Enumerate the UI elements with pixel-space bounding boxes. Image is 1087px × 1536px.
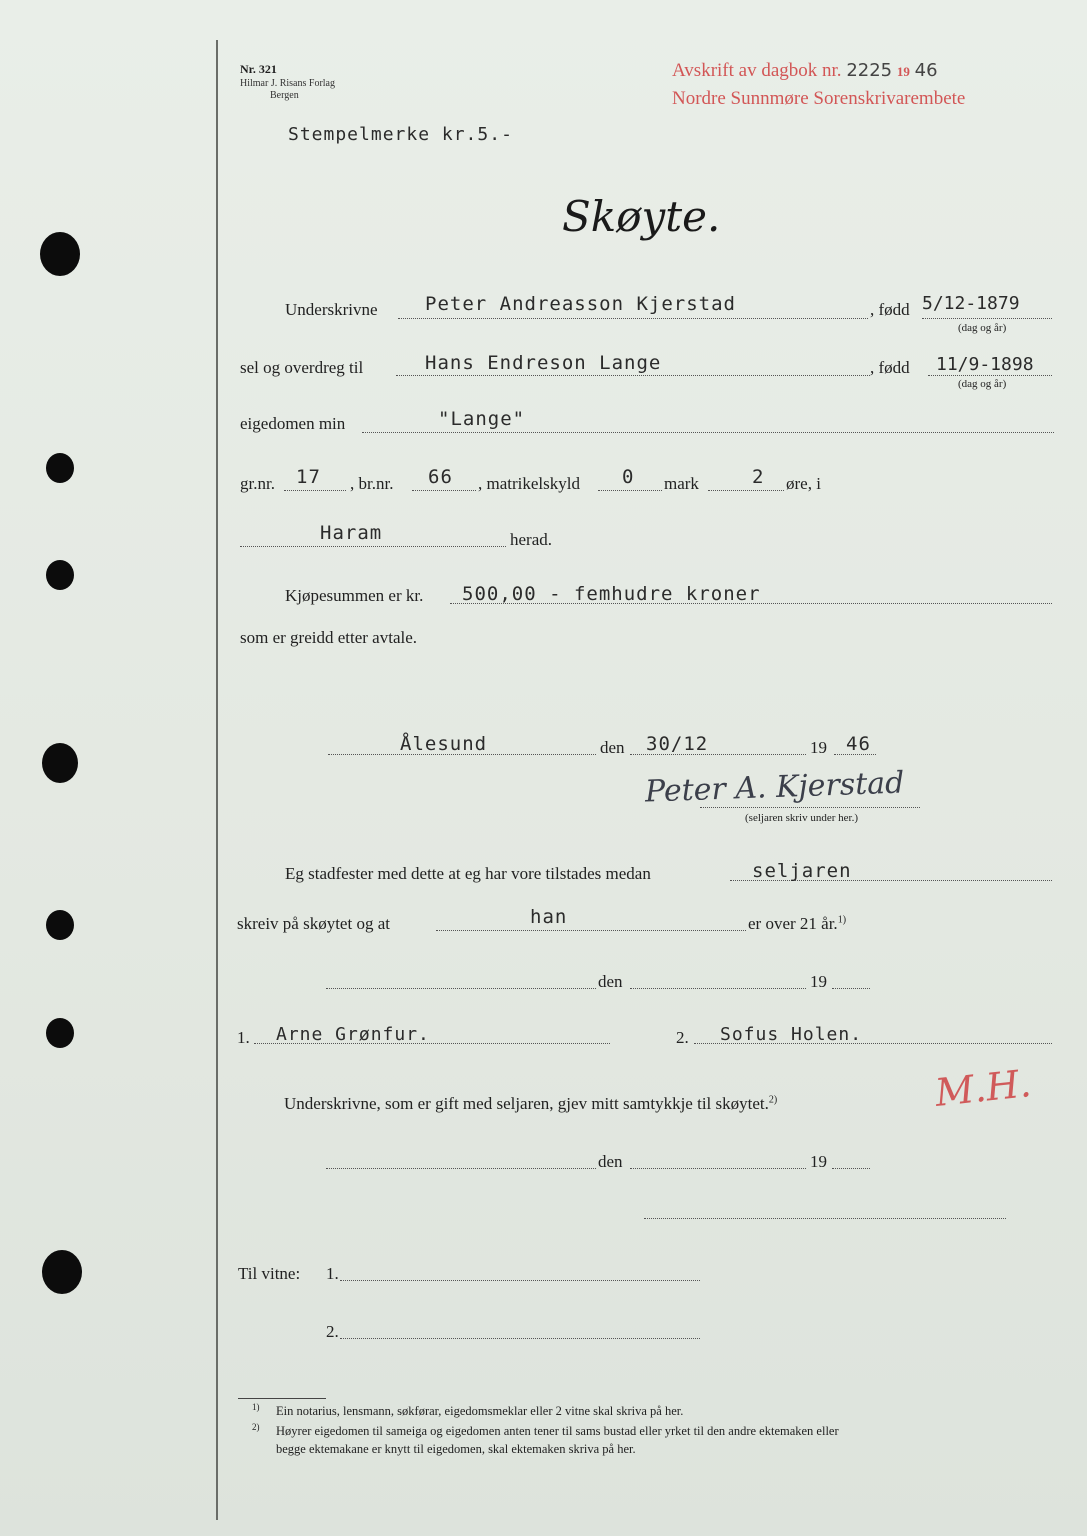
footnote-2-ref: 2) [252, 1422, 260, 1432]
til-vitne-num-1: 1. [326, 1264, 339, 1283]
signing-place: Ålesund [400, 733, 488, 755]
mark-value: 0 [622, 466, 635, 488]
dotted-line [832, 988, 870, 989]
footnote-1-ref: 1) [252, 1402, 260, 1412]
dotted-line [326, 988, 596, 989]
spouse-year-prefix: 19 [810, 1152, 827, 1171]
buyer-name: Hans Endreson Lange [425, 352, 662, 374]
witness-pronoun: han [530, 906, 568, 928]
seller-label: Underskrivne [285, 300, 378, 319]
brnr-value: 66 [428, 466, 453, 488]
witness-line-2-prefix: skreiv på skøytet og at [237, 914, 390, 933]
footnote-3-text: begge ektemakane er knytt til eigedomen, skal ektemaken skriva på her. [276, 1442, 636, 1456]
price-amount: 500,00 - femhudre kroner [462, 583, 761, 605]
dotted-line [398, 318, 868, 319]
property-name: "Lange" [438, 408, 526, 430]
witness-role: seljaren [752, 860, 852, 882]
price-label: Kjøpesummen er kr. [285, 586, 424, 605]
dotted-line [922, 318, 1052, 319]
dotted-line [630, 1168, 806, 1169]
punch-hole [42, 1250, 82, 1294]
ore-label: øre, i [786, 474, 821, 493]
buyer-date-hint: (dag og år) [958, 378, 1007, 390]
herad-value: Haram [320, 522, 383, 544]
witness-line-2-suffix [748, 914, 846, 934]
property-label: eigedomen min [240, 414, 346, 433]
dotted-line [832, 1168, 870, 1169]
til-vitne-label: Til vitne: [238, 1264, 301, 1283]
dotted-line [340, 1280, 700, 1281]
witness-2-name: Sofus Holen. [720, 1024, 863, 1045]
document-title: Skøyte. [562, 192, 721, 241]
seller-signature: Peter A. Kjerstad [644, 765, 905, 810]
dotted-line [928, 375, 1052, 376]
seller-date-hint: (dag og år) [958, 322, 1007, 334]
dotted-line [630, 988, 806, 989]
publisher-city: Bergen [270, 90, 299, 101]
dotted-line [284, 490, 346, 491]
stempelmerke: Stempelmerke kr.5.- [288, 124, 513, 145]
herad-label: herad. [510, 530, 553, 549]
red-initials: M.H. [932, 1061, 1034, 1115]
price-paid-text: som er greidd etter avtale. [240, 628, 418, 647]
seller-born: 5/12-1879 [922, 293, 1020, 314]
punch-hole [46, 1018, 74, 1048]
spouse-signature-line [644, 1218, 1006, 1219]
dotted-line [708, 490, 784, 491]
punch-hole [46, 453, 74, 483]
stamp-year: 46 [914, 60, 938, 81]
signing-den-label: den [600, 738, 625, 757]
dotted-line [396, 375, 870, 376]
brnr-label: , br.nr. [350, 474, 394, 493]
stamp-dagbok-nr: 2225 [846, 60, 893, 81]
footnote-rule [238, 1398, 326, 1399]
grnr-value: 17 [296, 466, 321, 488]
dotted-line [700, 807, 920, 808]
signing-year-prefix: 19 [810, 738, 827, 757]
ore-value: 2 [752, 466, 765, 488]
mark-label: mark [664, 474, 699, 493]
footnote-ref-2: 2) [768, 1094, 778, 1106]
footnote-1-text: Ein notarius, lensmann, søkførar, eigedomsmeklar eller 2 vitne skal skriva på her. [276, 1404, 684, 1418]
witness-1-num: 1. [237, 1028, 250, 1047]
footnote-2-text: Høyrer eigedomen til sameiga og eigedomen anten tener til sams bustad eller yrket til den andre ektemaken eller [276, 1424, 839, 1438]
punch-hole [46, 560, 74, 590]
dotted-line [340, 1338, 700, 1339]
margin-line [216, 40, 218, 1520]
punch-hole [40, 232, 80, 276]
witness-age-text: er over 21 år. [748, 914, 838, 933]
dotted-line [412, 490, 476, 491]
stamp-prefix: Avskrift av dagbok nr. [672, 60, 842, 81]
dotted-line [436, 930, 746, 931]
signature-hint: (seljaren skriv under her.) [745, 812, 859, 824]
publisher-name: Hilmar J. Risans Forlag [240, 78, 335, 89]
footnote-ref-1: 1) [837, 914, 847, 926]
signing-year: 46 [846, 733, 871, 755]
grnr-label: gr.nr. [240, 474, 275, 493]
spouse-text-line [284, 1094, 777, 1114]
witness-den-label: den [598, 972, 623, 991]
seller-born-label: , fødd [870, 300, 910, 319]
spouse-den-label: den [598, 1152, 623, 1171]
dotted-line [362, 432, 1054, 433]
spouse-text: Underskrivne, som er gift med seljaren, gjev mitt samtykkje til skøytet. [284, 1094, 769, 1113]
punch-hole [42, 743, 78, 783]
stamp-line-1 [672, 60, 938, 82]
dotted-line [240, 546, 506, 547]
matrikkel-label: , matrikelskyld [478, 474, 580, 493]
buyer-label: sel og overdreg til [240, 358, 364, 377]
stamp-office: Nordre Sunnmøre Sorenskrivarembete [672, 88, 966, 109]
dotted-line [326, 1168, 596, 1169]
signing-date: 30/12 [646, 733, 709, 755]
witness-2-num: 2. [676, 1028, 689, 1047]
dotted-line [598, 490, 662, 491]
stamp-year-prefix: 19 [896, 64, 910, 79]
witness-line-1: Eg stadfester med dette at eg har vore tilstades medan [285, 864, 651, 883]
witness-year-prefix: 19 [810, 972, 827, 991]
form-number: Nr. 321 [240, 62, 277, 76]
buyer-born-label: , fødd [870, 358, 910, 377]
witness-1-name: Arne Grønfur. [276, 1024, 430, 1045]
buyer-born: 11/9-1898 [936, 354, 1034, 375]
punch-hole [46, 910, 74, 940]
seller-name: Peter Andreasson Kjerstad [425, 293, 736, 315]
til-vitne-num-2: 2. [326, 1322, 339, 1341]
